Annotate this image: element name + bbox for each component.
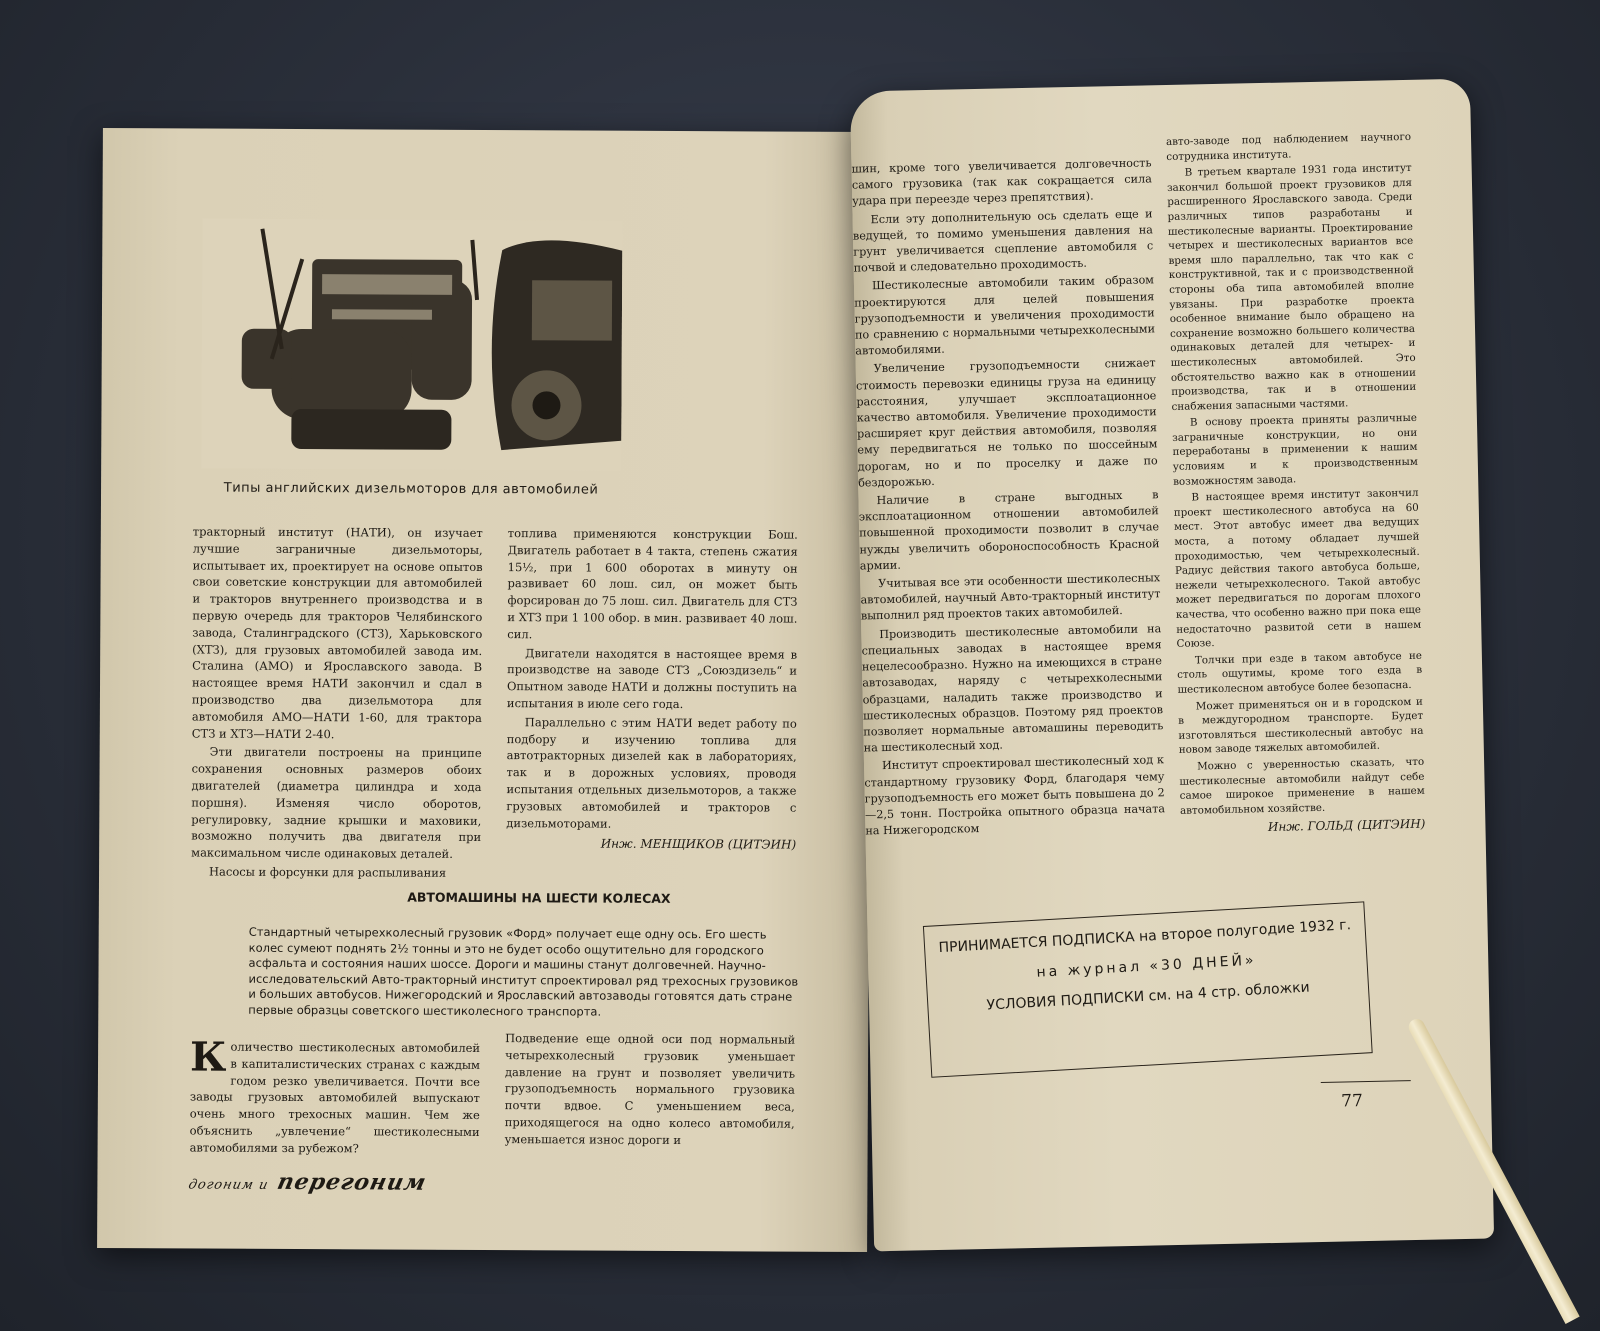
- paragraph: авто-заводе под наблюдением научного сотрудника института.: [1165, 130, 1412, 163]
- footer-slogan-small: догоним и: [187, 1177, 270, 1193]
- right-column-1: [851, 155, 1165, 841]
- right-page: [850, 79, 1494, 1252]
- subscription-line-2: на журнал «30 ДНЕЙ»: [1036, 952, 1257, 981]
- page-number: 77: [1340, 1091, 1364, 1112]
- paragraph: тракторный институт (НАТИ), он изучает лучшие заграничные дизельмоторы, испытывает их, проектирует на основе опытов свои советские конструкции для автомобилей и тракторов внутреннего производства и в первую очередь для тракторов Челябинского завода, Сталинградского (СТЗ), Харьковского (ХТЗ), для грузовых автомобилей завода им. Сталина (АМО) и Ярославского завода. В настоящее время НАТИ закончил и сдал в производство два дизельмотора для автомобиля АМО—НАТИ 1-60, для трактора СТЗ и ХТЗ—НАТИ 2-40.: [191, 524, 483, 741]
- paragraph: Эти двигатели построены на принципе сохранения основных размеров обоих двигателей (диаметра цилиндра и хода поршня). Изменяя число оборотов, регулировку, задние крышки и маховики, возможно получить два двигателя при максимальном числе одинаковых деталей.: [191, 744, 482, 861]
- drop-cap: К: [189, 1033, 227, 1081]
- article-column-2: [505, 1030, 796, 1151]
- article-lead: Стандартный четырехколесный грузовик «Форд» получает еще одну ось. Его шесть колес сумеют поднять 2½ тонны и это не будет особо ощутительно для городского асфальта и состояния наших шоссе. Дороги и машины станут долговечней. Научно-исследовательский Авто-тракторный институт спроектировал ряд трехосных грузовиков и больших автобусов. Нижегородский и Ярославский автозаводы готовятся дать стране первые образцы советского шестиколесного транспорта.: [248, 924, 799, 1019]
- paragraph: В основу проекта приняты различные заграничные конструкции, но они переработаны в применении к нашим условиям и к производственным возможностям завода.: [1172, 412, 1418, 488]
- paragraph: Можно с уверенностью сказать, что шестиколесные автомобили найдут себе самое широкое применение в нашем автомобильном хозяйстве.: [1179, 755, 1425, 817]
- right-column-2: [1166, 130, 1426, 837]
- paragraph: Может применяться он и в городском и в междугородном транспорте. Будет изготовляться шестиколесный автобус на новом заводе тяжелых автомобилей.: [1178, 695, 1424, 757]
- subscription-notice: [923, 901, 1373, 1077]
- paragraph: Производить шестиколесные автомобили на специальных заводах в настоящее время нецелесообразно. Нужно на имеющихся в стране автозаводах, наряду с четырехколесными образцами, наладить также производство и шестиколесных образцов. Поэтому ряд проектов позволяет нормальные автомашины переводить на шестиколесный ход.: [861, 621, 1164, 755]
- paragraph: Насосы и форсунки для распыливания: [209, 864, 447, 880]
- left-page: [97, 128, 873, 1252]
- paragraph: Если эту дополнительную ось сделать еще и ведущей, то помимо уменьшения давления на грунт увеличивается сцепление автомобиля с почвой и следовательно проходимость.: [852, 206, 1154, 275]
- footer-slogan: [187, 1168, 429, 1195]
- diesel-engines-photo: [201, 219, 622, 471]
- paragraph: Параллельно с этим НАТИ ведет работу по подбору и изучению топлива для автотракторных дизелей как в лабораториях, так и в дорожных условиях, проводя испытания отдельных дизельмоторов, а также грузовых автомобилей и тракторов с дизельмоторами.: [506, 714, 797, 831]
- footer-slogan-big: перегоним: [274, 1168, 429, 1196]
- paragraph: В третьем квартале 1931 года институт закончил большой проект грузовиков для расширенного Ярославского завода. Среди различных типов разработаны и шестиколесные варианты. Проектирование четырех и шестиколесных вариантов все время шло параллельно, так что как с конструктивной, так и с производственной стороны оба типа автомобилей вполне увязаны. При разработке проекта особенное внимание было обращено на сохранение возможно большего количества одинаковых деталей для четырех- и шестиколесных автомобилей. Это обстоятельство важно как в отношении производства, так и в отношении снабжения запасными частями.: [1166, 162, 1417, 413]
- paragraph: Шестиколесные автомобили таким образом проектируются для целей повышения грузоподъемности и увеличения проходимости по сравнению с нормальными четырехколесными автомобилями.: [854, 273, 1156, 358]
- left-column-1: [191, 523, 483, 883]
- paragraph: Толчки при езде в таком автобусе не столь ощутимы, кроме того езда в шестиколесном автобусе более безопасна.: [1177, 649, 1423, 696]
- article-column-1: [189, 1033, 481, 1157]
- photo-caption: Типы английских дизельмоторов для автомобилей: [223, 480, 599, 498]
- page-number-rule: [1321, 1080, 1411, 1083]
- left-column-2: [506, 525, 798, 854]
- paragraph: Двигатели находятся в настоящее время в производстве на заводе СТЗ „Союздизель“ и Опытном заводе НАТИ и должны поступить на испытания в июле сего года.: [506, 645, 798, 712]
- paragraph: Увеличение грузоподъемности снижает стоимость перевозки единицы груза на единицу расстояния, улучшает эксплоатационное качество автомобиля. Увеличение проходимости расширяет круг действия автомобиля, позволяя ему передвигаться не только по шоссейным дорогам, но и по проселку и даже по бездорожью.: [855, 356, 1158, 490]
- paragraph: оличество шестиколесных автомобилей в капиталистических странах с каждым годом резко увеличивается. Почти все заводы грузовых автомобилей выпускают очень много трехосных машин. Чем же объяснить „увлечение“ шестиколесными автомобилями за рубежом?: [189, 1039, 481, 1156]
- paragraph: Наличие в стране выгодных в эксплоатационном отношении автомобилей повышенной проходимости позволит в случае нужды увеличить обороноспособность Красной армии.: [858, 488, 1160, 573]
- subscription-line-1: ПРИНИМАЕТСЯ ПОДПИСКА на второе полугодие 1932 г.: [938, 917, 1352, 957]
- paragraph: Учитывая все эти особенности шестиколесных автомобилей, научный Авто-тракторный институт выполнил ряд проектов таких автомобилей.: [860, 571, 1161, 623]
- subscription-line-3: УСЛОВИЯ ПОДПИСКИ см. на 4 стр. обложки: [986, 979, 1311, 1014]
- paragraph: Подведение еще одной оси под нормальный четырехколесный грузовик уменьшает давление на грунт и позволяет увеличить грузоподъемность нормального грузовика почти вдвое. С уменьшением веса, приходящегося на одно колесо автомобиля, уменьшается износ дороги и: [504, 1031, 796, 1147]
- article-heading: АВТОМАШИНЫ НА ШЕСТИ КОЛЕСАХ: [407, 889, 671, 906]
- signature: Инж. ГОЛЬД (ЦИТЭИН): [1267, 817, 1426, 835]
- paragraph: топлива применяются конструкции Бош. Двигатель работает в 4 такта, степень сжатия 15½, при 1 600 оборотах в минуту он развивает 60 лош. сил, он может быть форсирован до 75 лош. сил. Двигатель для СТЗ и ХТЗ при 1 100 обор. в мин. развивает 40 лош. сил.: [507, 526, 798, 642]
- paragraph: Институт спроектировал шестиколесный ход к стандартному грузовику Форд, благодаря чему грузоподъемность его может быть повышена до 2—2,5 тонн. Постройка опытного образца начата на Нижегородском: [864, 753, 1166, 838]
- signature: Инж. МЕНЩИКОВ (ЦИТЭИН): [600, 836, 797, 852]
- paragraph: шин, кроме того увеличивается долговечность самого грузовика (так как сокращается сила удара при переезде через препятствия).: [851, 156, 1152, 209]
- paragraph: В настоящее время институт закончил проект шестиколесного автобуса на 60 мест. Этот автобус имеет два ведущих моста, а потому обладает лучшей проходимостью, чем четырехколесный. Радиус действия такого автобуса больше, нежели четырехколесного. Такой автобус может передвигаться по дорогам плохого качества, что особенно важно при пока еще недостаточно развитой сети в нашем Союзе.: [1173, 487, 1422, 651]
